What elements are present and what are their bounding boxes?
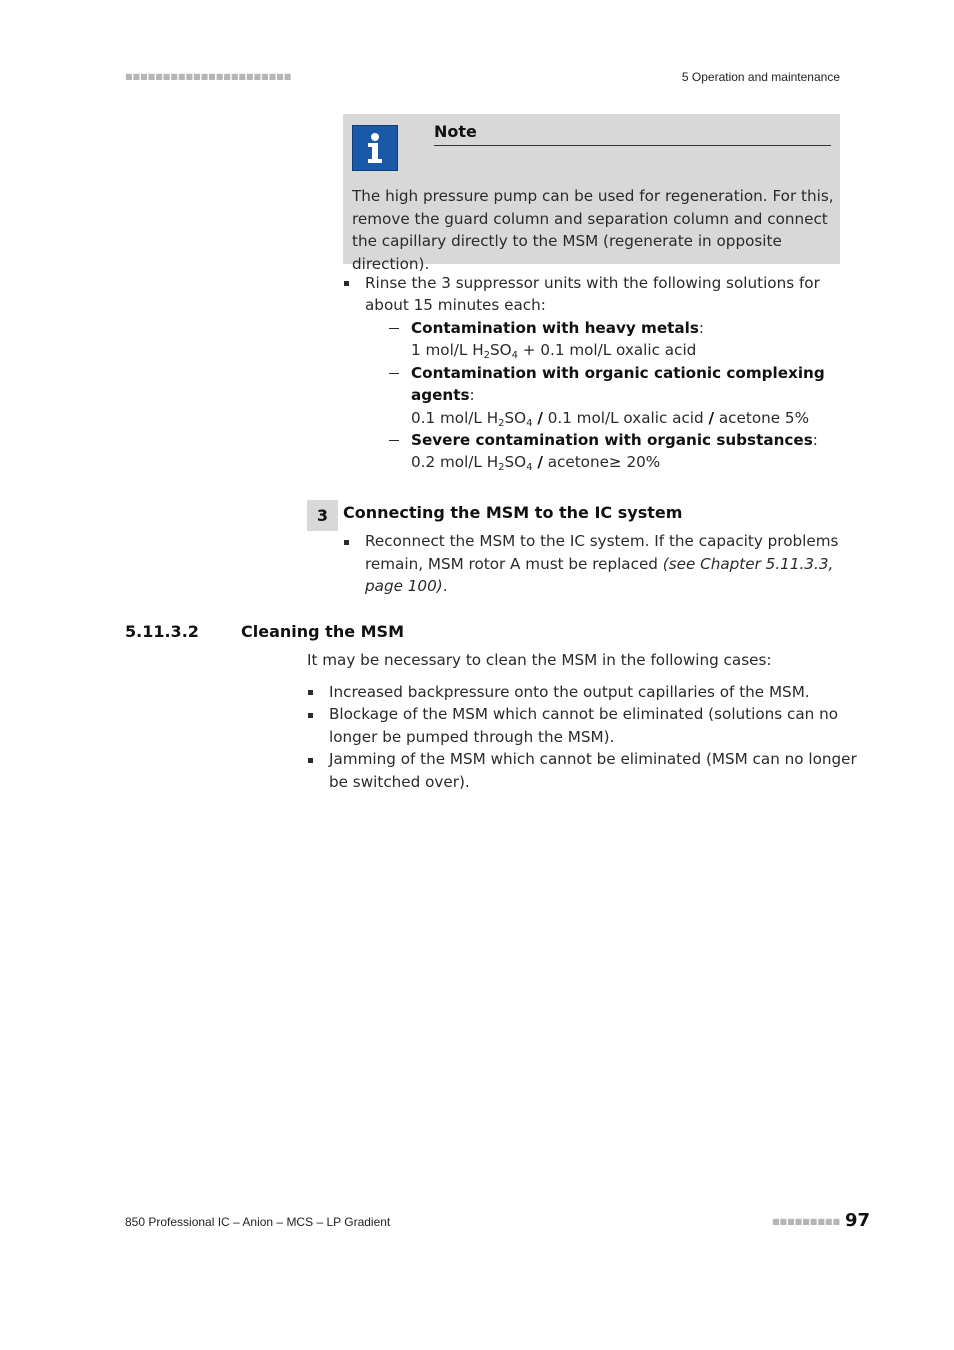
step3-line-2: remain, MSM rotor A must be replaced (see Chapter 5.11.3.3,	[365, 555, 834, 573]
heavy-metals-label: Contamination with heavy metals:	[411, 319, 705, 337]
cationic-label-line-2: agents:	[411, 386, 475, 404]
heavy-metals-solution: 1 mol/L $H_2SO_4 + 0.1$ mol/L oxalic acid	[411, 341, 697, 361]
section-intro: It may be necessary to clean the MSM in the following cases:	[307, 651, 772, 669]
chapter-reference[interactable]: (see Chapter 5.11.3.3,	[662, 555, 834, 573]
bullet-marker	[308, 758, 313, 763]
dash-marker	[389, 328, 399, 329]
case-item: Jamming of the MSM which cannot be eliminated (MSM can no longer	[329, 750, 857, 768]
step3-line-1: Reconnect the MSM to the IC system. If the capacity problems	[365, 532, 839, 550]
organic-label: Severe contamination with organic substances:	[411, 431, 818, 449]
rinse-line-2: about 15 minutes each:	[365, 296, 546, 314]
dash-marker	[389, 440, 399, 441]
note-box	[343, 114, 840, 273]
note-divider	[434, 145, 831, 146]
footer-decoration: ■■■■■■■■■	[772, 1217, 841, 1226]
case-item-continued: be switched over).	[329, 773, 470, 791]
page-number: 97	[845, 1210, 871, 1231]
organic-solution: 0.2 mol/L $H_2SO_4$ / acetone≥ 20%	[411, 453, 661, 473]
section-number: 5.11.3.2	[125, 622, 199, 641]
dash-marker	[389, 373, 399, 374]
footer-document-title: 850 Professional IC – Anion – MCS – LP Gradient	[125, 1215, 391, 1229]
running-header-chapter: 5 Operation and maintenance	[681, 70, 840, 84]
cationic-label-line-1: Contamination with organic cationic complexing	[411, 364, 825, 382]
section-title: Cleaning the MSM	[241, 622, 404, 641]
case-item: Increased backpressure onto the output capillaries of the MSM.	[329, 683, 810, 701]
note-title: Note	[434, 122, 477, 141]
step-number: 3	[307, 500, 338, 531]
rinse-line-1: Rinse the 3 suppressor units with the following solutions for	[365, 274, 820, 292]
step3-line-3: page 100).	[365, 577, 448, 595]
case-item-continued: longer be pumped through the MSM).	[329, 728, 615, 746]
cationic-solution: 0.1 mol/L $H_2SO_4 / 0.1$ mol/L oxalic acid / acetone 5%	[411, 409, 810, 429]
note-text: The high pressure pump can be used for regeneration. For this, remove the guard column and separation column and connect the capillary directly to the MSM (regenerate in opposite direction).	[352, 187, 834, 273]
bullet-marker	[344, 540, 349, 545]
bullet-marker	[344, 281, 349, 286]
bullet-marker	[308, 713, 313, 718]
page-reference[interactable]: page 100)	[365, 577, 443, 595]
info-icon	[352, 125, 398, 171]
case-item: Blockage of the MSM which cannot be eliminated (solutions can no	[329, 705, 839, 723]
step-title: Connecting the MSM to the IC system	[343, 503, 683, 522]
bullet-marker	[308, 690, 313, 695]
header-decoration: ■■■■■■■■■■■■■■■■■■■■■■	[125, 72, 292, 81]
